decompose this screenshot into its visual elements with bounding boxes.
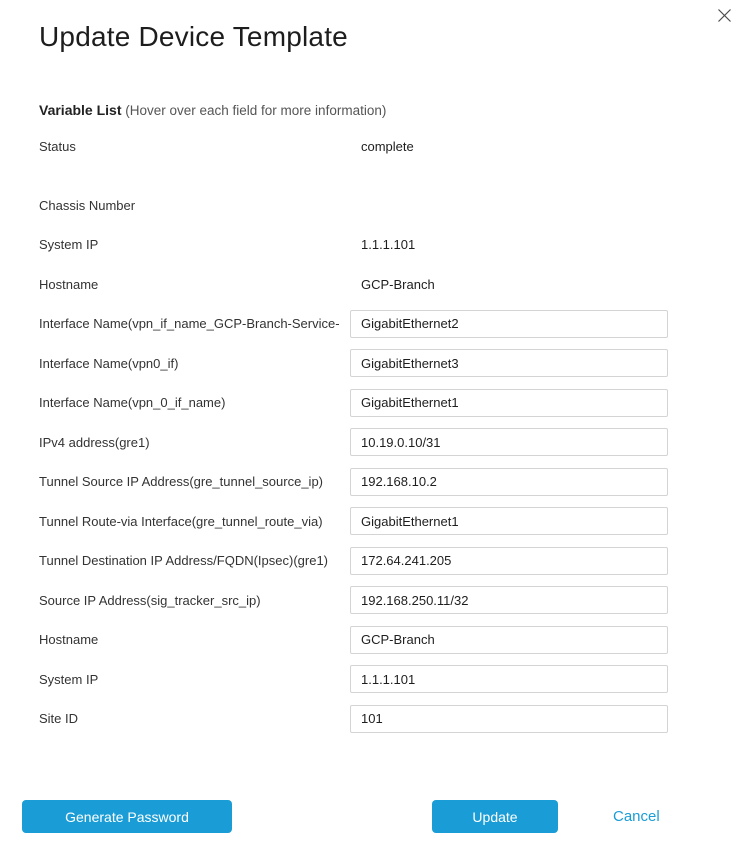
variable-row xyxy=(39,265,708,305)
field-input[interactable] xyxy=(350,507,668,535)
field-label: Interface Name(vpn_if_name_GCP-Branch-Service- xyxy=(39,316,340,332)
field-input[interactable] xyxy=(350,547,668,575)
update-button[interactable]: Update xyxy=(432,800,558,833)
variable-row xyxy=(39,462,708,502)
variable-row xyxy=(39,423,708,463)
field-input[interactable] xyxy=(350,310,668,338)
field-label: Tunnel Destination IP Address/FQDN(Ipsec)(gre1) xyxy=(39,553,329,569)
row-spacer xyxy=(39,167,708,186)
field-input[interactable] xyxy=(350,586,668,614)
field-label: IPv4 address(gre1) xyxy=(39,434,150,450)
field-label: System IP xyxy=(39,671,99,687)
variable-list-heading xyxy=(39,102,386,118)
field-input[interactable] xyxy=(350,626,668,654)
field-input[interactable] xyxy=(350,389,668,417)
field-input[interactable] xyxy=(350,705,668,733)
cancel-button[interactable]: Cancel xyxy=(613,808,660,825)
field-input[interactable] xyxy=(350,468,668,496)
variable-row xyxy=(39,383,708,423)
field-label: System IP xyxy=(39,237,99,253)
field-label: Interface Name(vpn_0_if_name) xyxy=(39,395,226,411)
field-value: GCP-Branch xyxy=(361,276,435,292)
field-label: Chassis Number xyxy=(39,197,136,213)
field-label: Status xyxy=(39,139,76,155)
field-label: Source IP Address(sig_tracker_src_ip) xyxy=(39,592,261,608)
variable-row xyxy=(39,186,708,226)
close-icon[interactable] xyxy=(715,6,733,24)
variable-row xyxy=(39,127,708,167)
page-title: Update Device Template xyxy=(39,21,348,52)
variable-row xyxy=(39,344,708,384)
variable-list-label: Variable List xyxy=(39,102,122,118)
variable-row xyxy=(39,581,708,621)
variable-row xyxy=(39,541,708,581)
dialog-footer xyxy=(22,800,660,833)
variable-list-hint: (Hover over each field for more information) xyxy=(121,103,387,118)
variable-row xyxy=(39,502,708,542)
field-input[interactable] xyxy=(350,665,668,693)
variable-row xyxy=(39,699,708,739)
variable-list-rows xyxy=(39,127,708,739)
field-label: Hostname xyxy=(39,276,99,292)
variable-row xyxy=(39,304,708,344)
field-input[interactable] xyxy=(350,349,668,377)
field-label: Tunnel Source IP Address(gre_tunnel_source_ip) xyxy=(39,474,324,490)
variable-row xyxy=(39,620,708,660)
variable-row xyxy=(39,225,708,265)
field-label: Hostname xyxy=(39,632,99,648)
variable-row xyxy=(39,660,708,700)
field-label: Interface Name(vpn0_if) xyxy=(39,355,179,371)
generate-password-button[interactable]: Generate Password xyxy=(22,800,232,833)
field-value: 1.1.1.101 xyxy=(361,237,416,253)
field-value: complete xyxy=(361,139,414,155)
field-label: Site ID xyxy=(39,711,79,727)
field-label: Tunnel Route-via Interface(gre_tunnel_route_via) xyxy=(39,513,323,529)
field-input[interactable] xyxy=(350,428,668,456)
